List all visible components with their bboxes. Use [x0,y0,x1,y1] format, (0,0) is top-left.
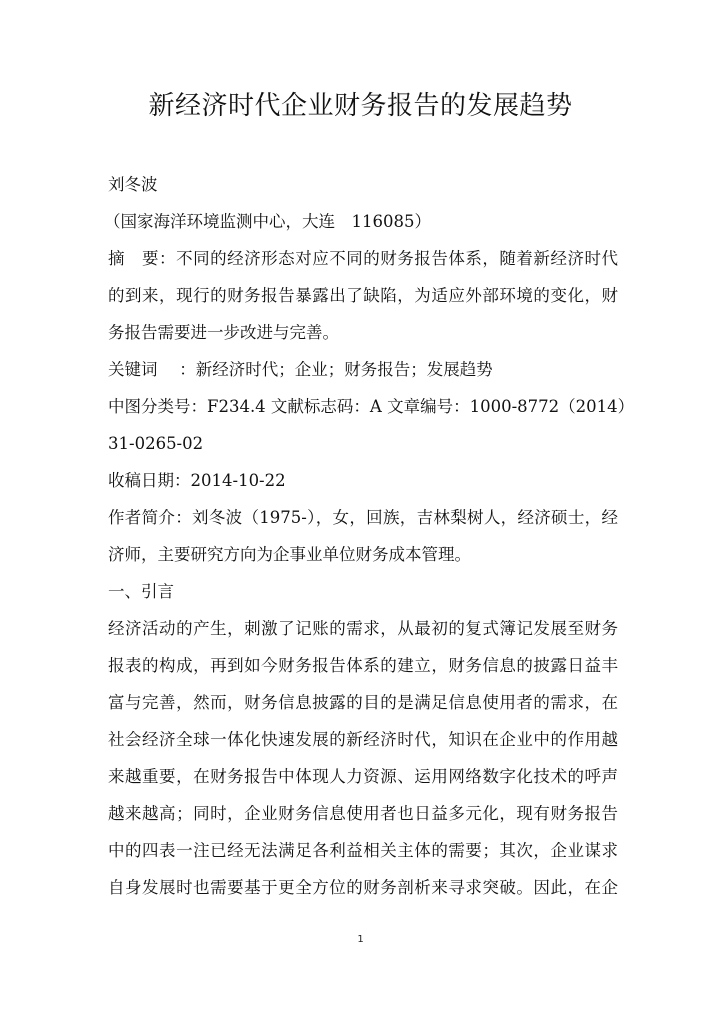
classification-line: 31-0265-02 [108,434,204,453]
body-line: 中的四表一注已经无法满足各利益相关主体的需要；其次，企业谋求 [108,841,618,860]
body-line: 社会经济全球一体化快速发展的新经济时代，知识在企业中的作用越 [108,730,618,749]
body-line: 经济活动的产生，刺激了记账的需求，从最初的复式簿记发展至财务 [108,619,618,638]
body-line: 来越重要，在财务报告中体现人力资源、运用网络数字化技术的呼声 [108,767,618,786]
author-affiliation: （国家海洋环境监测中心，大连 116085） [104,212,431,231]
classification-line: 中图分类号：F234.4 文献标志码：A 文章编号：1000-8772（2014） [108,397,635,416]
abstract-line: 摘 要：不同的经济形态对应不同的财务报告体系，随着新经济时代 [108,249,618,268]
document-title: 新经济时代企业财务报告的发展趋势 [148,91,573,121]
section-heading: 一、引言 [108,582,174,601]
abstract-line: 的到来，现行的财务报告暴露出了缺陷，为适应外部环境的变化，财 [108,286,618,305]
keywords: 关键词 ：新经济时代；企业；财务报告；发展趋势 [108,360,493,379]
page-number: 1 [357,934,364,945]
body-line: 越来越高；同时，企业财务信息使用者也日益多元化，现有财务报告 [108,804,618,823]
body-line: 富与完善，然而，财务信息披露的目的是满足信息使用者的需求，在 [108,693,618,712]
body-line: 自身发展时也需要基于更全方位的财务剖析来寻求突破。因此，在企 [108,878,618,897]
author-bio-line: 济师，主要研究方向为企事业单位财务成本管理。 [108,545,471,564]
abstract-line: 务报告需要进一步改进与完善。 [108,323,339,342]
received-date: 收稿日期：2014-10-22 [108,471,286,490]
body-line: 报表的构成，再到如今财务报告体系的建立，财务信息的披露日益丰 [108,656,618,675]
author-bio-line: 作者简介：刘冬波（1975-），女，回族，吉林梨树人，经济硕士，经 [108,508,618,527]
author-name: 刘冬波 [108,175,158,194]
